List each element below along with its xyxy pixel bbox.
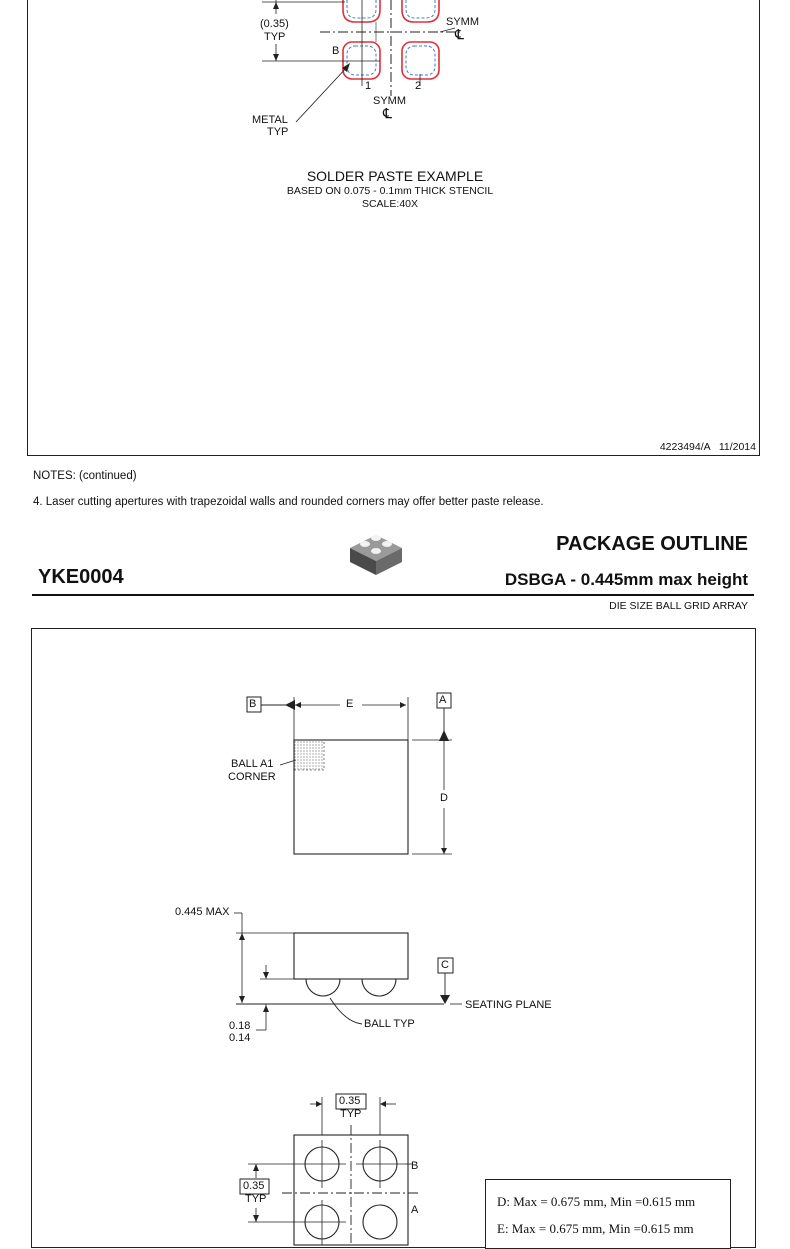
doc-number: 4223494/A 11/2014 xyxy=(659,441,756,453)
dimension-row-e: E: Max = 0.675 mm, Min =0.615 mm xyxy=(497,1221,694,1236)
dimension-table xyxy=(485,1179,731,1249)
caption-stencil: BASED ON 0.075 - 0.1mm THICK STENCIL xyxy=(286,185,494,197)
datum-c-label: C xyxy=(441,959,449,971)
top-view xyxy=(247,693,452,854)
side-view xyxy=(234,913,462,1030)
dim-typ-label: TYP xyxy=(264,31,286,43)
col-1-label: 1 xyxy=(365,80,372,92)
dim-d-label: D xyxy=(440,792,448,804)
dim-e-label: E xyxy=(346,698,354,710)
ball-a1-label: BALL A1 xyxy=(231,758,274,770)
corner-label: CORNER xyxy=(228,771,276,783)
pitch-x-typ-label: TYP xyxy=(340,1108,362,1120)
metal-typ-label: TYP xyxy=(267,126,289,138)
package-subtitle: DSBGA - 0.445mm max height xyxy=(504,570,748,589)
ball-height-max: 0.18 xyxy=(229,1020,251,1032)
col-2-label: 2 xyxy=(415,80,422,92)
part-number: YKE0004 xyxy=(38,566,124,588)
centerline-bottom-icon: ℄ xyxy=(383,105,392,121)
max-height-label: 0.445 MAX xyxy=(175,906,230,918)
metal-label: METAL xyxy=(252,114,288,126)
pitch-y-label: 0.35 xyxy=(243,1180,265,1192)
row-b-label: B xyxy=(332,45,340,57)
symm-right-label: SYMM xyxy=(446,16,479,28)
datum-b-label: B xyxy=(249,698,257,710)
bottom-view xyxy=(240,1094,420,1245)
row-b-bottom-label: B xyxy=(411,1160,419,1172)
caption-scale: SCALE:40X xyxy=(361,198,419,210)
ball-typ-label: BALL TYP xyxy=(364,1018,415,1030)
pitch-x-label: 0.35 xyxy=(339,1095,361,1107)
pitch-y-typ-label: TYP xyxy=(245,1193,267,1205)
notes-heading: NOTES: (continued) xyxy=(33,470,137,482)
note-4: 4. Laser cutting apertures with trapezoidal walls and rounded corners may offer better paste release. xyxy=(33,496,544,508)
caption-title: SOLDER PASTE EXAMPLE xyxy=(306,168,484,184)
ball-height-min: 0.14 xyxy=(229,1032,251,1044)
dim-035-label: (0.35) xyxy=(260,18,289,30)
package-outline-title: PACKAGE OUTLINE xyxy=(556,533,748,555)
row-a-bottom-label: A xyxy=(411,1204,419,1216)
package-type: DIE SIZE BALL GRID ARRAY xyxy=(609,600,748,612)
centerline-right-icon: ℄ xyxy=(455,26,464,42)
symm-bottom-label: SYMM xyxy=(373,95,406,107)
seating-plane-label: SEATING PLANE xyxy=(465,999,552,1011)
dimension-row-d: D: Max = 0.675 mm, Min =0.615 mm xyxy=(497,1194,696,1209)
datum-a-label: A xyxy=(439,694,447,706)
